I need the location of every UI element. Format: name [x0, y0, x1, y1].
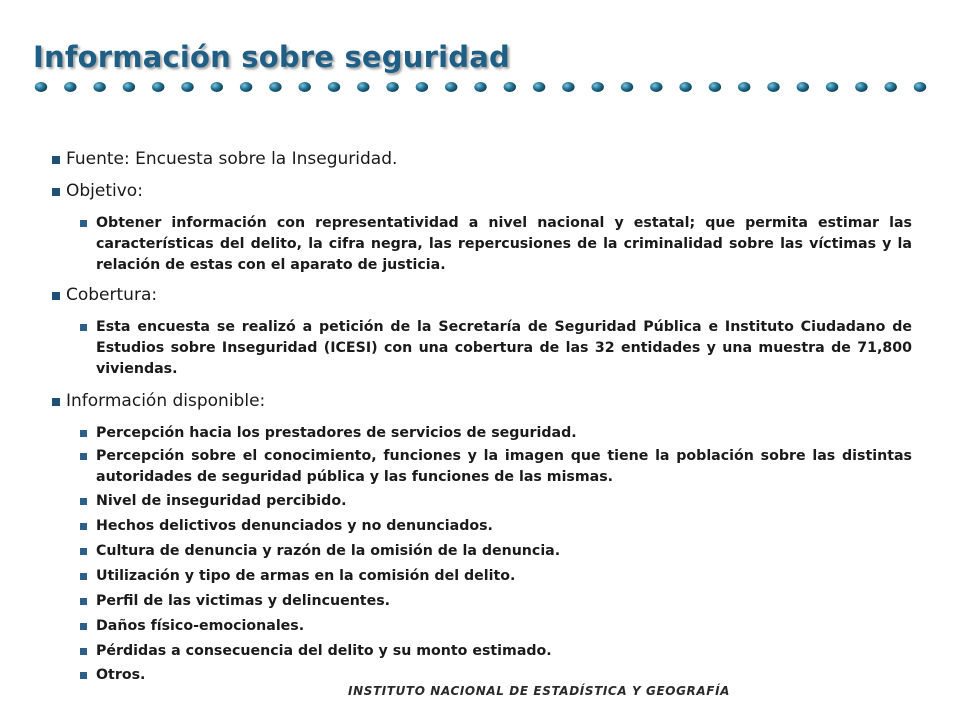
divider-dot [181, 82, 193, 92]
page-title: Información sobre seguridad [33, 40, 510, 74]
divider-dot [152, 82, 164, 92]
divider-dot [738, 82, 750, 92]
square-bullet-icon [80, 598, 87, 605]
square-bullet-icon [80, 573, 87, 580]
bullet-cobertura [52, 284, 912, 306]
divider-dot [533, 82, 545, 92]
list-item [80, 616, 912, 637]
footer-institution: INSTITUTO NACIONAL DE ESTADÍSTICA Y GEOGRAFÍA [348, 684, 731, 698]
square-bullet-icon [80, 623, 87, 630]
bullet-text: Cobertura: [66, 285, 158, 305]
divider-dot [592, 82, 604, 92]
sub-bullet-cobertura [80, 317, 912, 380]
list-item [80, 591, 912, 612]
sub-bullet-text: Hechos delictivos denunciados y no denunciados. [96, 518, 493, 534]
bullet-informacion-disponible [52, 390, 912, 412]
list-item [80, 641, 912, 662]
square-bullet-icon [80, 523, 87, 530]
divider-dot [474, 82, 486, 92]
square-bullet-icon [52, 398, 60, 406]
divider-dot [299, 82, 311, 92]
divider-dot [35, 82, 47, 92]
square-bullet-icon [52, 292, 60, 300]
divider-dot [562, 82, 574, 92]
sub-bullet-text: Cultura de denuncia y razón de la omisión de la denuncia. [96, 543, 561, 559]
divider-dot [621, 82, 633, 92]
square-bullet-icon [80, 672, 87, 679]
divider-dot [416, 82, 428, 92]
dotted-divider [33, 77, 933, 97]
divider-dot [709, 82, 721, 92]
divider-dot [679, 82, 691, 92]
divider-dot [123, 82, 135, 92]
divider-dot [64, 82, 76, 92]
square-bullet-icon [80, 453, 87, 460]
square-bullet-icon [80, 220, 87, 227]
list-item [80, 665, 912, 686]
divider-dot [650, 82, 662, 92]
bullet-text: Objetivo: [66, 181, 143, 201]
divider-dot [797, 82, 809, 92]
divider-dot [269, 82, 281, 92]
list-item [80, 566, 912, 587]
square-bullet-icon [80, 648, 87, 655]
divider-dot [357, 82, 369, 92]
list-item [80, 423, 912, 444]
divider-dot [767, 82, 779, 92]
square-bullet-icon [52, 156, 60, 164]
sub-bullet-text: Daños físico-emocionales. [96, 618, 305, 634]
divider-dot [885, 82, 897, 92]
divider-dot [93, 82, 105, 92]
divider-dot [504, 82, 516, 92]
divider-dot [386, 82, 398, 92]
sub-bullet-text: Otros. [96, 667, 146, 683]
bullet-text: Fuente: Encuesta sobre la Inseguridad. [66, 149, 398, 169]
sub-bullet-text: Perfil de las victimas y delincuentes. [96, 593, 391, 609]
sub-bullet-text: Pérdidas a consecuencia del delito y su monto estimado. [96, 643, 552, 659]
divider-dot [211, 82, 223, 92]
square-bullet-icon [80, 430, 87, 437]
sub-bullet-objetivo [80, 213, 912, 276]
sub-bullet-text: Nivel de inseguridad percibido. [96, 493, 347, 509]
divider-dot [240, 82, 252, 92]
divider-dot [914, 82, 926, 92]
divider-dot [826, 82, 838, 92]
sub-bullet-text: Percepción sobre el conocimiento, funciones y la imagen que tiene la población sobre las distintas autoridades de seguridad pública y las funciones de las mismas. [96, 448, 912, 485]
list-item [80, 446, 912, 488]
divider-dot [328, 82, 340, 92]
list-item [80, 541, 912, 562]
sub-bullet-text: Percepción hacia los prestadores de servicios de seguridad. [96, 425, 577, 441]
divider-dot [445, 82, 457, 92]
bullet-objetivo [52, 180, 912, 202]
sub-bullet-text: Utilización y tipo de armas en la comisión del delito. [96, 568, 516, 584]
bullet-fuente [52, 148, 912, 170]
square-bullet-icon [80, 548, 87, 555]
square-bullet-icon [80, 324, 87, 331]
list-item [80, 516, 912, 537]
square-bullet-icon [52, 188, 60, 196]
list-item [80, 491, 912, 512]
sub-bullet-text: Esta encuesta se realizó a petición de la Secretaría de Seguridad Pública e Instituto Ciudadano de Estudios sobre Inseguridad (ICESI) con una cobertura de las 32 entidades y una muestra de 71,800 viviendas. [96, 319, 912, 377]
divider-dot [855, 82, 867, 92]
bullet-text: Información disponible: [66, 391, 266, 411]
sub-bullet-text: Obtener información con representatividad a nivel nacional y estatal; que permita estimar las características del delito, la cifra negra, las repercusiones de la criminalidad sobre las víctimas y la relación de estas con el aparato de justicia. [96, 215, 912, 273]
square-bullet-icon [80, 498, 87, 505]
